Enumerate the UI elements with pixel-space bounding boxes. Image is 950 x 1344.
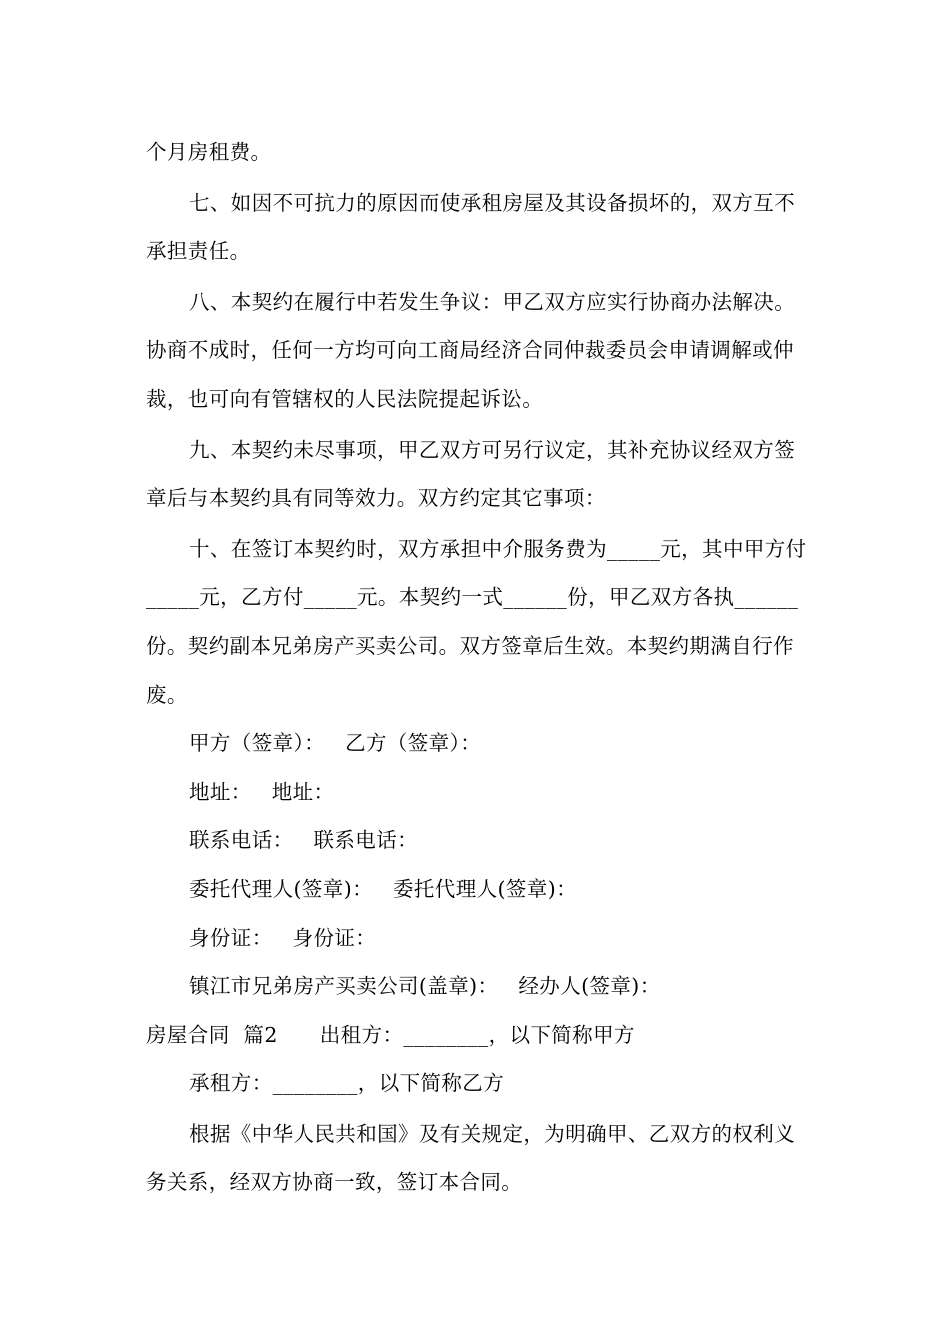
agent-b-label: 委托代理人(签章)：: [393, 876, 577, 901]
clause-10: 十、在签订本契约时，双方承担中介服务费为_____元，其中甲方付_____元，乙方付_____元。本契约一式______份，甲乙双方各执______份。契约副本兄弟房产买卖公司。双方签章后生效。本契约期满自行作废。: [146, 536, 807, 707]
signature-phone-line: [146, 816, 810, 865]
handler-seal-label: 经办人(签章)：: [518, 974, 661, 999]
clause-8: 八、本契约在履行中若发生争议：甲乙双方应实行协商办法解决。协商不成时，任何一方均可向工商局经济合同仲裁委员会申请调解或仲裁，也可向有管辖权的人民法院提起诉讼。: [146, 289, 796, 411]
phone-a-label: 联系电话：: [189, 828, 294, 853]
section-2-heading: 房屋合同 篇2: [146, 1022, 278, 1047]
phone-b-label: 联系电话：: [313, 828, 418, 853]
signature-address-line: [146, 768, 810, 817]
signature-company-line: [146, 962, 810, 1011]
clause-7: 七、如因不可抗力的原因而使承租房屋及其设备损坏的，双方互不承担责任。: [146, 190, 796, 264]
id-a-label: 身份证：: [189, 925, 273, 950]
party-b-seal-label: 乙方（签章）：: [345, 731, 482, 756]
lessee-line: [146, 1059, 810, 1108]
signature-id-line: [146, 914, 810, 963]
paragraph-rent-continuation: 个月房租费。: [146, 140, 272, 164]
section-2-intro: 根据《中华人民共和国》及有关规定，为明确甲、乙双方的权利义务关系，经双方协商一致，签订本合同。: [146, 1121, 796, 1195]
signature-agent-line: [146, 865, 810, 914]
address-b-label: 地址：: [271, 779, 335, 804]
clause-9: 九、本契约未尽事项，甲乙双方可另行议定，其补充协议经双方签章后与本契约具有同等效力。双方约定其它事项：: [146, 437, 796, 511]
company-seal-label: 镇江市兄弟房产买卖公司(盖章)：: [189, 974, 499, 999]
id-b-label: 身份证：: [292, 925, 377, 950]
document-body: [146, 128, 810, 1207]
lessee-text: 承租方：________，以下简称乙方: [189, 1071, 505, 1096]
party-a-seal-label: 甲方（签章）：: [189, 731, 326, 756]
section-2-heading-line: [146, 1011, 810, 1060]
lessor-line: 出租方：________，以下简称甲方: [319, 1022, 635, 1047]
address-a-label: 地址：: [189, 779, 252, 804]
agent-a-label: 委托代理人(签章)：: [189, 876, 373, 901]
signature-parties-line: [146, 719, 810, 768]
